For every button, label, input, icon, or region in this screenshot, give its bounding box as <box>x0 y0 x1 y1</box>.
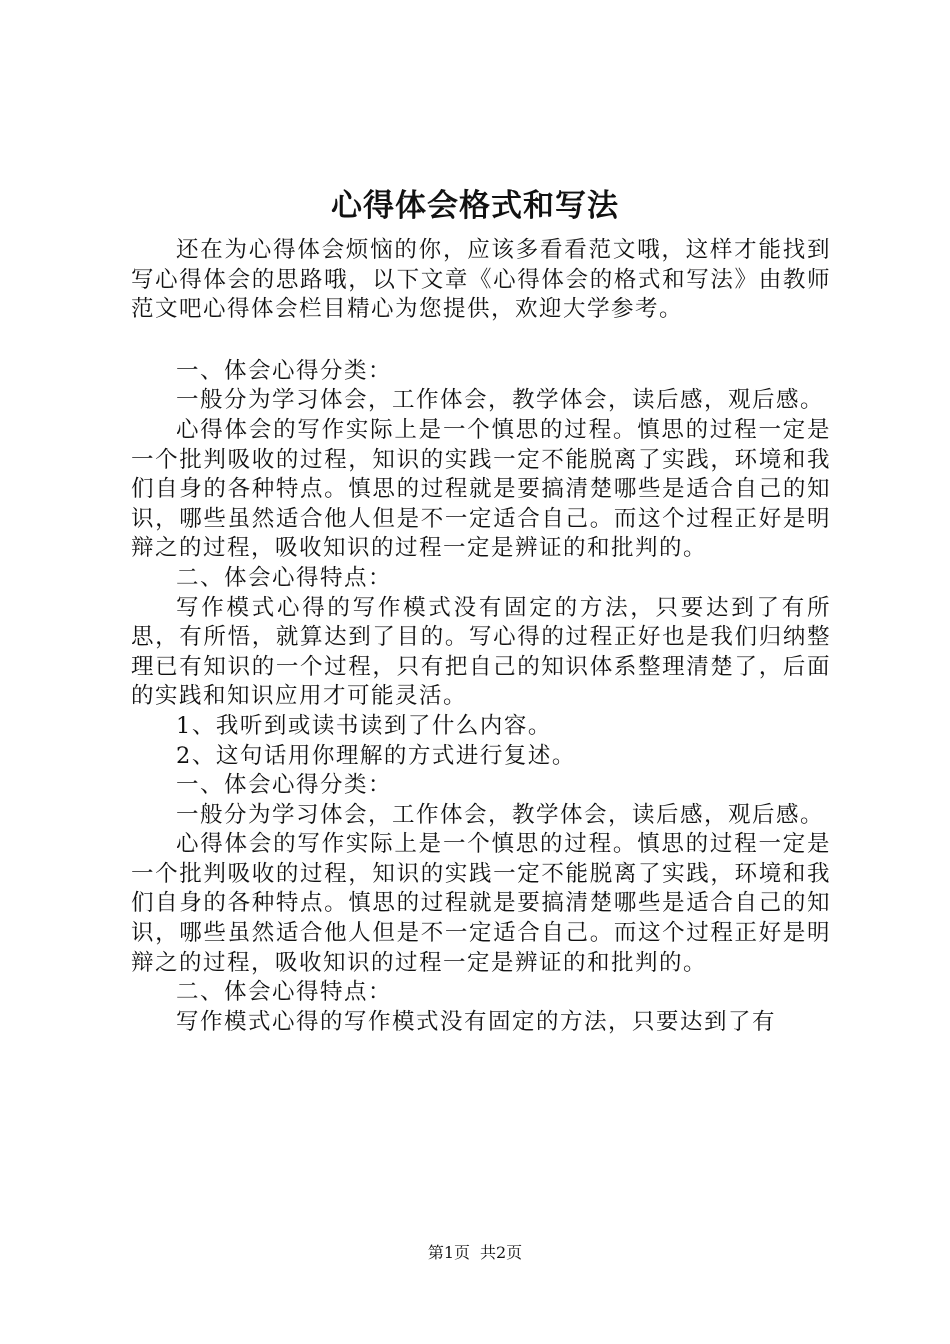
section-heading: 一、体会心得分类： <box>176 357 393 384</box>
body-paragraph: 心得体会的写作实际上是一个慎思的过程。慎思的过程一定是一个批判吸收的过程，知识的实践一定不能脱离了实践，环境和我们自身的各种特点。慎思的过程就是要搞清楚哪些是适合自己的知识，哪些虽然适合他人但是不一定适合自己。而这个过程正好是明辩之的过程，吸收知识的过程一定是辨证的和批判的。 <box>131 831 831 976</box>
section-heading: 一、体会心得分类： <box>176 772 393 799</box>
body-paragraph: 写作模式心得的写作模式没有固定的方法，只要达到了有所思，有所悟，就算达到了目的。写心得的过程正好也是我们归纳整理已有知识的一个过程，只有把自己的知识体系整理清楚了，后面的实践和知识应用才可能灵活。 <box>131 594 831 710</box>
body-paragraph: 写作模式心得的写作模式没有固定的方法，只要达到了有 <box>176 1008 777 1035</box>
list-item: 2、这句话用你理解的方式进行复述。 <box>176 742 576 769</box>
body-paragraph: 心得体会的写作实际上是一个慎思的过程。慎思的过程一定是一个批判吸收的过程，知识的实践一定不能脱离了实践，环境和我们自身的各种特点。慎思的过程就是要搞清楚哪些是适合自己的知识，哪些虽然适合他人但是不一定适合自己。而这个过程正好是明辩之的过程，吸收知识的过程一定是辨证的和批判的。 <box>131 416 831 562</box>
document-body <box>131 236 831 1037</box>
page-total: 共2页 <box>480 1243 523 1262</box>
document-title: 心得体会格式和写法 <box>331 188 619 224</box>
intro-paragraph: 还在为心得体会烦恼的你，应该多看看范文哦，这样才能找到写心得体会的思路哦，以下文章《心得体会的格式和写法》由教师范文吧心得体会栏目精心为您提供，欢迎大学参考。 <box>131 237 831 323</box>
body-paragraph: 一般分为学习体会，工作体会，教学体会，读后感，观后感。 <box>176 801 825 828</box>
body-paragraph: 一般分为学习体会，工作体会，教学体会，读后感，观后感。 <box>176 387 825 414</box>
page-number: 第1页 <box>427 1243 470 1262</box>
section-heading: 二、体会心得特点： <box>176 979 393 1006</box>
section-heading: 二、体会心得特点： <box>176 564 393 591</box>
list-item: 1、我听到或读书读到了什么内容。 <box>176 712 552 739</box>
page-footer <box>0 1243 950 1263</box>
